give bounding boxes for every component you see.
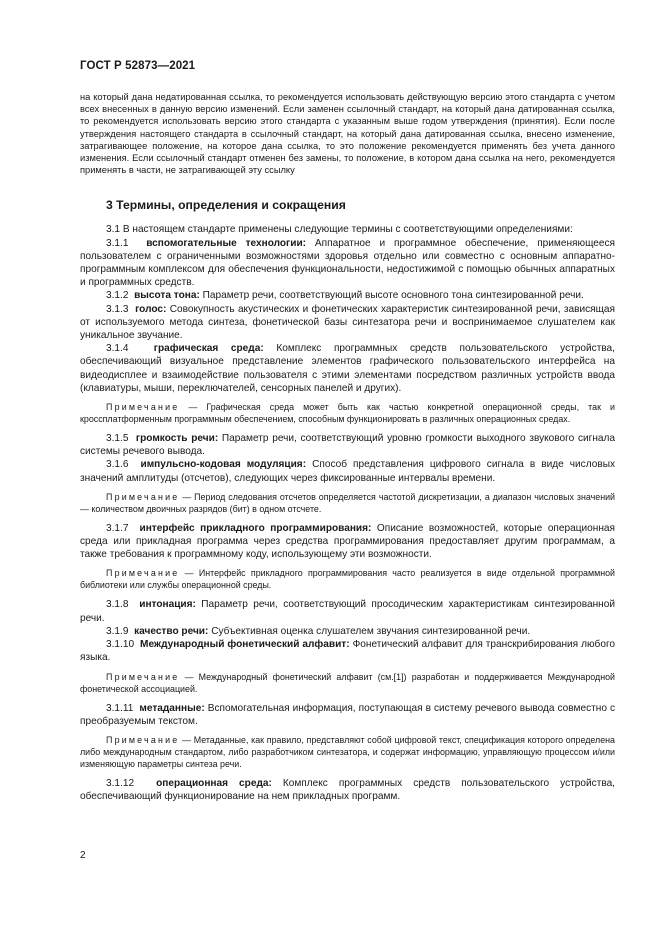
term-name: интерфейс прикладного программирования: [139, 522, 372, 534]
term-number: 3.1.3 [106, 303, 129, 315]
term-definition: Вспомогательная информация, поступающая в систему речевого вывода совместно с преобразуемым текстом. [80, 702, 616, 727]
term-entry [80, 303, 615, 343]
section-title: 3 Термины, определения и сокращения [106, 198, 346, 213]
term-number: 3.1.12 [106, 777, 135, 789]
term-name: импульсно-кодовая модуляция: [140, 459, 307, 471]
term-entry [80, 702, 615, 728]
term-entry [80, 638, 615, 664]
term-definition: Аппаратное и программное обеспечение, применяющееся пользователем с ограниченными возможностями здоровья отдельно или совместно с основным аппаратно-программным комплексом для обеспечения функциональности, недостижимой с помощью обычных аппаратных и программных средств. [80, 237, 616, 289]
term-number: 3.1.6 [106, 459, 129, 471]
note-body: — Интерфейс прикладного программирования часто реализуется в виде отдельной программной библиотеки или службы операционной среды. [80, 568, 615, 591]
term-note [80, 671, 615, 695]
term-name: вспомогательные технологии: [146, 237, 307, 249]
term-definition: Параметр речи, соответствующий уровню громкости выходного звукового сигнала системы речевого вывода. [80, 433, 616, 458]
term-entry [80, 432, 615, 458]
term-definition: Параметр речи, соответствующий просодическим характеристикам синтезированной речи. [80, 599, 615, 624]
term-number: 3.1.7 [106, 522, 129, 534]
term-number: 3.1.9 [106, 625, 129, 637]
term-entry [80, 777, 615, 803]
term-definition: Комплекс программных средств пользовательского устройства, обеспечивающий функционирование на нем прикладных программ. [80, 777, 615, 803]
term-note [80, 401, 615, 425]
note-label: Примечание [106, 671, 180, 682]
term-name: громкость речи: [135, 433, 219, 445]
document-body [80, 91, 615, 803]
term-name: операционная среда: [156, 777, 272, 789]
document-header: ГОСТ Р 52873—2021 [80, 60, 196, 72]
term-definition: Совокупность акустических и фонетических характеристик синтезированной речи, зависящая от используемого метода синтеза, фонетической базы синтезатора речи и воспринимаемое слушателем как уникальное звучание. [80, 303, 615, 342]
term-name: метаданные: [139, 702, 205, 714]
term-name: качество речи: [134, 625, 209, 637]
note-label: Примечание [106, 568, 180, 579]
term-number: 3.1.8 [106, 599, 129, 611]
term-number: 3.1.4 [106, 343, 129, 355]
note-label: Примечание [106, 402, 180, 413]
section-lead: 3.1 В настоящем стандарте применены следующие термины с соответствующими определениями: [106, 224, 573, 236]
intro-paragraph: на который дана недатированная ссылка, то рекомендуется использовать действующую версию этого стандарта с учетом всех внесенных в данную версию изменений. Если заменен ссылочный стандарт, на который дана датированная ссылка, то рекомендуется использовать версию этого стандарта с указанным выше годом утверждения (принятия). Если после утверждения настоящего стандарта в ссылочный стандарт, на который дана датированная ссылка, внесено изменение, затрагивающее положение, на которое дана ссылка, то это положение рекомендуется применять без учета данного изменения. Если ссылочный стандарт отменен без замены, то положение, в котором дана ссылка на него, рекомендуется применять в части, не затрагивающей эту ссылку [80, 92, 615, 176]
term-name: интонация: [139, 599, 196, 611]
terms-list [80, 237, 615, 804]
term-name: голос: [135, 303, 167, 315]
term-entry [80, 598, 615, 624]
term-entry [80, 625, 615, 638]
note-body: — Международный фонетический алфавит (см.[1]) разработан и поддерживается Международной фонетической ассоциацией. [80, 671, 615, 694]
term-number: 3.1.1 [106, 237, 129, 249]
term-definition: Параметр речи, соответствующий высоте основного тона синтезированной речи. [202, 290, 584, 302]
term-definition: Комплекс программных средств пользовательского устройства, обеспечивающий визуальное представление элементов графического пользовательского интерфейса на видеодисплее и взаимодействие пользователя с этими элементами посредством различных устройств ввода (клавиатуры, мыши, переключателей, сенсорных панелей и других). [80, 343, 615, 394]
term-number: 3.1.10 [106, 639, 135, 651]
term-number: 3.1.2 [106, 290, 129, 302]
term-name: Международный фонетический алфавит: [140, 639, 350, 651]
term-definition: Фонетический алфавит для транскрибирования любого языка. [80, 639, 616, 664]
term-name: высота тона: [134, 290, 200, 302]
term-entry [80, 342, 615, 395]
term-note [80, 567, 615, 591]
note-body: — Метаданные, как правило, представляют собой цифровой текст, спецификация которого определена либо международным стандартом, либо разработчиком синтезатора, и содержат информацию, управляющую процессом и/или изменяющую параметры синтеза речи. [80, 734, 615, 769]
term-name: графическая среда: [153, 343, 264, 355]
note-body: — Период следования отсчетов определяется частотой дискретизации, а диапазон числовых значений — количеством двоичных разрядов (бит) в одном отсчете. [80, 491, 616, 514]
term-entry [80, 458, 615, 484]
note-label: Примечание [106, 491, 180, 502]
term-entry [80, 237, 615, 290]
term-definition: Описание возможностей, которые операционная среда или прикладная программа через средства программирования предоставляет другим программам, а также требования к программному коду, использующему эти возможности. [80, 522, 615, 561]
term-entry [80, 522, 615, 562]
term-note [80, 491, 615, 515]
term-number: 3.1.11 [106, 702, 134, 714]
term-definition: Субъективная оценка слушателем звучания синтезированной речи. [211, 625, 531, 637]
note-label: Примечание [106, 734, 180, 745]
note-body: — Графическая среда может быть как частью конкретной операционной среды, так и кроссплатформенным программным обеспечением, способным функционировать в различных операционных средах. [80, 402, 615, 425]
term-definition: Способ представления цифрового сигнала в виде числовых значений амплитуды (отсчетов), следующих через фиксированные интервалы времени. [80, 459, 615, 484]
term-entry [80, 289, 615, 302]
page-number: 2 [80, 850, 86, 861]
term-number: 3.1.5 [106, 433, 129, 445]
term-note [80, 734, 615, 770]
